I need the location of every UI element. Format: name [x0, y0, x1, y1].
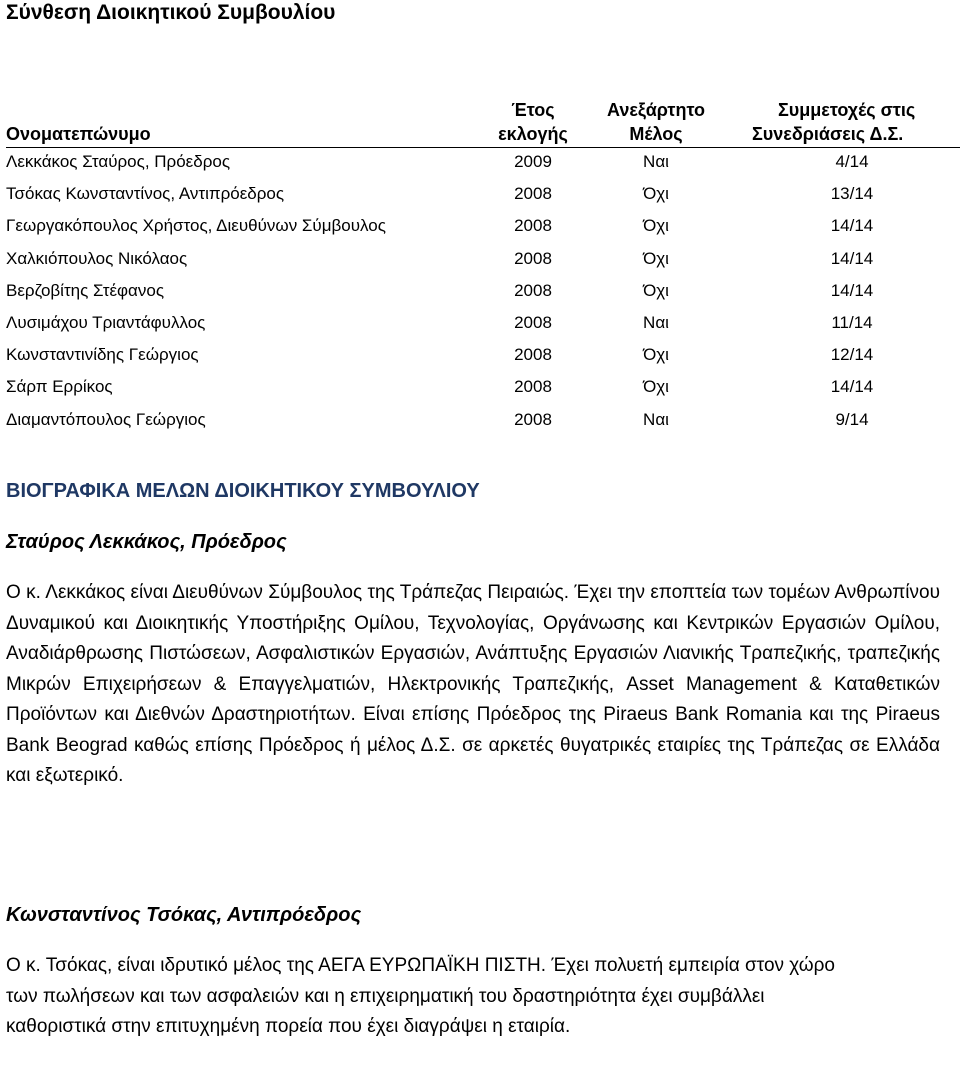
table-row — [6, 178, 960, 210]
table-row — [6, 275, 960, 307]
header-independent-line2: Μέλος — [629, 124, 683, 144]
header-election-year-line1: Έτος — [511, 100, 555, 120]
page-title: Σύνθεση Διοικητικού Συμβουλίου — [6, 1, 336, 24]
row-attendance: 11/14 — [831, 312, 873, 332]
row-year: 2008 — [514, 248, 552, 268]
board-composition-table — [6, 98, 960, 436]
row-year: 2009 — [514, 152, 552, 171]
row-year: 2008 — [514, 377, 552, 397]
bio-name-lekkakos: Σταύρος Λεκκάκος, Πρόεδρος — [6, 531, 287, 553]
header-election-year-line2: εκλογής — [498, 124, 568, 144]
table-row — [6, 339, 960, 371]
row-attendance: 14/14 — [830, 216, 874, 236]
row-year: 2008 — [514, 184, 552, 204]
row-independent: Όχι — [643, 377, 669, 397]
header-election-year — [478, 98, 588, 146]
row-name: Λεκκάκος Σταύρος, Πρόεδρος — [6, 152, 231, 171]
header-attendance — [752, 98, 960, 146]
header-independent-line1: Ανεξάρτητο — [607, 100, 705, 120]
bio-name-tsokas: Κωνσταντίνος Τσόκας, Αντιπρόεδρος — [6, 904, 362, 926]
row-year: 2008 — [514, 345, 552, 365]
table-header — [6, 98, 960, 146]
row-independent: Όχι — [643, 184, 669, 204]
row-name: Κωνσταντινίδης Γεώργιος — [6, 345, 199, 365]
row-attendance: 4/14 — [835, 152, 869, 171]
row-name: Βερζοβίτης Στέφανος — [6, 280, 165, 300]
row-independent: Ναι — [643, 312, 669, 332]
table-row — [6, 404, 960, 436]
row-attendance: 14/14 — [830, 248, 874, 268]
row-attendance: 13/14 — [830, 184, 874, 204]
row-attendance: 14/14 — [830, 377, 874, 397]
header-attendance-line1: Συμμετοχές στις — [778, 100, 916, 120]
row-independent: Όχι — [643, 280, 669, 300]
row-independent: Όχι — [643, 345, 669, 365]
row-independent: Όχι — [643, 216, 669, 236]
row-name: Γεωργακόπουλος Χρήστος, Διευθύνων Σύμβουλος — [6, 216, 386, 236]
row-name: Λυσιμάχου Τριαντάφυλλος — [6, 312, 206, 332]
table-row — [6, 307, 960, 339]
row-name: Σάρπ Ερρίκος — [6, 377, 113, 397]
bio-text-tsokas: Ο κ. Τσόκας, είναι ιδρυτικό μέλος της ΑΕΓΑ ΕΥΡΩΠΑΪΚΗ ΠΙΣΤΗ. Έχει πολυετή εμπειρία στον χώρο των πωλήσεων και των ασφαλειών και η επιχειρηματική του δραστηριότητα έχει συμβάλλει καθοριστικά στην επιτυχημένη πορεία που έχει διαγράψει η εταιρία. — [6, 955, 835, 1037]
table-row — [6, 371, 960, 403]
section-title-bios: ΒΙΟΓΡΑΦΙΚΑ ΜΕΛΩΝ ΔΙΟΙΚΗΤΙΚΟΥ ΣΥΜΒΟΥΛΙΟΥ — [6, 480, 480, 502]
table-row — [6, 243, 960, 275]
row-attendance: 12/14 — [830, 345, 874, 365]
table-row — [6, 146, 960, 178]
row-name: Χαλκιόπουλος Νικόλαος — [6, 248, 188, 268]
row-independent: Ναι — [643, 152, 669, 171]
row-year: 2008 — [514, 216, 552, 236]
row-name: Διαμαντόπουλος Γεώργιος — [6, 409, 206, 429]
header-attendance-line2: Συνεδριάσεις Δ.Σ. — [752, 124, 904, 144]
table-row — [6, 210, 960, 242]
bio-text-lekkakos: Ο κ. Λεκκάκος είναι Διευθύνων Σύμβουλος της Τράπεζας Πειραιώς. Έχει την εποπτεία των τομέων Ανθρωπίνου Δυναμικού και Διοικητικής Υποστήριξης Ομίλου, Τεχνολογίας, Οργάνωσης και Κεντρικών Εργασιών Ομίλου, Αναδιάρθρωσης Πιστώσεων, Ασφαλιστικών Εργασιών, Ανάπτυξης Εργασιών Λιανικής Τραπεζικής, τραπεζικής Μικρών Επιχειρήσεων & Επαγγελματιών, Ηλεκτρονικής Τραπεζικής, Asset Management & Καταθετικών Προϊόντων και Διεθνών Δραστηριοτήτων. Είναι επίσης Πρόεδρος της Piraeus Bank Romania και της Piraeus Bank Beograd καθώς επίσης Πρόεδρος ή μέλος Δ.Σ. σε αρκετές θυγατρικές εταιρίες της Τράπεζας σε Ελλάδα και εξωτερικό. — [6, 582, 940, 786]
row-attendance: 14/14 — [830, 280, 874, 300]
row-name: Τσόκας Κωνσταντίνος, Αντιπρόεδρος — [6, 184, 285, 204]
row-independent: Ναι — [643, 409, 669, 429]
header-name: Ονοματεπώνυμο — [6, 124, 151, 144]
row-year: 2008 — [514, 312, 552, 332]
row-attendance: 9/14 — [835, 409, 869, 429]
header-independent — [592, 98, 720, 146]
row-independent: Όχι — [643, 248, 669, 268]
row-year: 2008 — [514, 280, 552, 300]
row-year: 2008 — [514, 409, 552, 429]
